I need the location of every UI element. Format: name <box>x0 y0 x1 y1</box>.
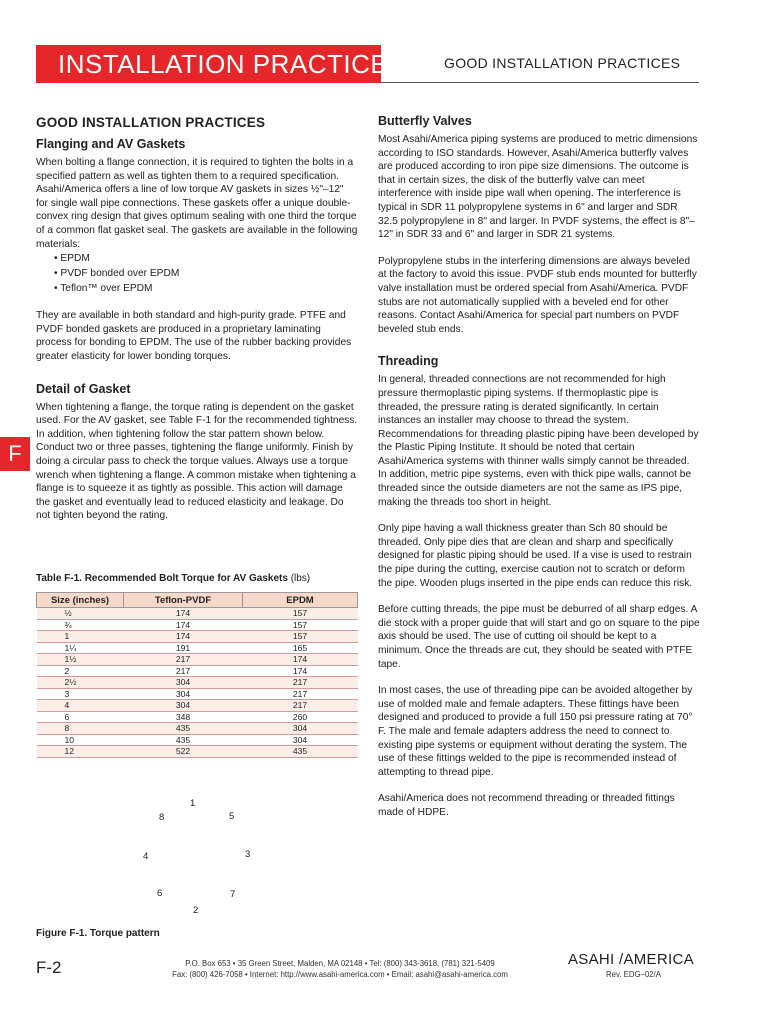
table-cell: 435 <box>124 734 243 746</box>
column-header-teflon-pvdf: Teflon-PVDF <box>124 593 243 608</box>
bolt-label-8: 8 <box>159 812 165 823</box>
table-cell: 304 <box>124 677 243 689</box>
table-row <box>37 723 358 735</box>
threading-paragraph-1: In general, threaded connections are not recommended for high pressure thermoplastic piping systems. If thermoplastic pipe is threaded, the pressure rating is derated significantly. In certain instances an installer may choose to thread the system. Recommendations for threading plastic piping have been developed by the Plastic Piping Institute. It should be noted that certain Asahi/America systems with thinner walls simply cannot be threaded. In addition, metric pipe systems, even with thick pipe walls, cannot be threaded since the outside diameters are not the same as IPS pipe, making the threads too short in height. <box>378 374 699 508</box>
table-title <box>36 573 310 584</box>
revision-label: Rev. EDG–02/A <box>606 970 661 979</box>
threading-paragraph-2: Only pipe having a wall thickness greater than Sch 80 should be threaded. Only pipe dies that are clean and sharp and specifically designed for plastic piping should be used. If a vise is used to restrain the pipe during the cutting, exercise caution not to scratch or deform the pipe. Wooden plugs inserted in the pipe ends can reduce this risk. <box>378 523 693 589</box>
table-cell: 165 <box>243 642 358 654</box>
page-subtitle: GOOD INSTALLATION PRACTICES <box>444 55 681 71</box>
butterfly-paragraph-1: Most Asahi/America piping systems are produced to metric dimensions according to ISO standards. However, Asahi/America butterfly valves are produced according to iron pipe size dimensions. The outcome is that in certain sizes, the disk of the butterfly valve can meet interference with inside pipe wall when opening. The interference is typical in SDR 11 polypropylene systems in 6" and larger and SDR 32.5 polypropylene in 8" and larger. In PVDF systems, the effect is 8"–12" in SDR 33 and 6" and larger in SDR 21 systems. <box>378 134 698 241</box>
flanging-paragraph-2: They are available in both standard and high-purity grade. PTFE and PVDF bonded gaskets are produced in a proprietary laminating process for bonding to EPDM. The use of the rubber backing provides greater elasticity for lower bonding torques. <box>36 310 352 362</box>
table-cell: 2 <box>37 665 124 677</box>
table-title-text: Table F-1. Recommended Bolt Torque for AV Gaskets <box>36 573 288 584</box>
section-title: GOOD INSTALLATION PRACTICES <box>36 115 266 130</box>
table-cell: ¾ <box>37 619 124 631</box>
table-row <box>37 746 358 758</box>
list-item: • EPDM <box>54 251 358 266</box>
table-row <box>37 608 358 620</box>
table-row <box>37 711 358 723</box>
table-header-row <box>37 593 358 608</box>
page-title: INSTALLATION PRACTICES <box>58 49 407 79</box>
footer-contact <box>130 958 550 980</box>
table-cell: 217 <box>124 654 243 666</box>
table-row <box>37 665 358 677</box>
table-cell: 304 <box>243 734 358 746</box>
table-cell: 217 <box>243 688 358 700</box>
materials-list <box>54 251 358 296</box>
table-row <box>37 677 358 689</box>
page-number: F-2 <box>36 958 62 977</box>
table-cell: 174 <box>124 608 243 620</box>
bolt-label-6: 6 <box>157 888 163 899</box>
threading-heading: Threading <box>378 354 439 369</box>
table-cell: 217 <box>243 677 358 689</box>
table-cell: 10 <box>37 734 124 746</box>
table-cell: 8 <box>37 723 124 735</box>
flanging-paragraph-1: When bolting a flange connection, it is required to tighten the bolts in a specified pattern as well as tighten them to a required specification. Asahi/America offers a line of low torque AV gaskets in sizes ½"–12" for single wall pipe connections. These gaskets offer a unique double-convex ring design that gives optimum sealing with one third the torque of a common flat gasket seal. The gaskets are available in the following materials: <box>36 157 358 250</box>
torque-pattern-figure <box>130 792 270 922</box>
table-cell: 304 <box>124 688 243 700</box>
table-cell: 191 <box>124 642 243 654</box>
table-cell: 1 <box>37 631 124 643</box>
table-cell: 3 <box>37 688 124 700</box>
list-item: • Teflon™ over EPDM <box>54 281 358 296</box>
table-row <box>37 688 358 700</box>
table-cell: 260 <box>243 711 358 723</box>
section-tab: F <box>0 437 30 471</box>
right-column <box>378 112 700 820</box>
table-cell: 174 <box>124 631 243 643</box>
table-cell: 4 <box>37 700 124 712</box>
threading-paragraph-4: In most cases, the use of threading pipe can be avoided altogether by use of molded male and female adapters. These fittings have been designed and produced to provide a full 150 psi pressure rating at 70° F. The male and female adapters address the need to connect to existing pipe systems or equipment without derating the system. The use of these fittings welded to the pipe is recommended instead of attempting to thread pipe. <box>378 685 693 778</box>
table-row <box>37 631 358 643</box>
footer-web-contact: Fax: (800) 426-7058 • Internet: http://www.asahi-america.com • Email: asahi@asahi-america.com <box>172 970 508 979</box>
table-cell: 348 <box>124 711 243 723</box>
bolt-label-3: 3 <box>245 849 251 860</box>
table-cell: 304 <box>243 723 358 735</box>
threading-paragraph-5: Asahi/America does not recommend threading or threaded fittings made of HDPE. <box>378 793 675 818</box>
column-header-epdm: EPDM <box>243 593 358 608</box>
table-cell: 174 <box>243 665 358 677</box>
table-unit: (lbs) <box>290 573 311 584</box>
table-cell: 174 <box>243 654 358 666</box>
bolt-label-1: 1 <box>190 798 196 809</box>
table-cell: 12 <box>37 746 124 758</box>
header-divider <box>381 82 699 83</box>
brand-name: ASAHI /AMERICA <box>568 951 694 968</box>
table-cell: 6 <box>37 711 124 723</box>
table-row <box>37 734 358 746</box>
table-row <box>37 619 358 631</box>
table-cell: 435 <box>243 746 358 758</box>
butterfly-heading: Butterfly Valves <box>378 114 472 128</box>
footer-address: P.O. Box 653 • 35 Green Street, Malden, MA 02148 • Tel: (800) 343-3618, (781) 321-5409 <box>185 959 495 968</box>
table-cell: 435 <box>124 723 243 735</box>
table-cell: 304 <box>124 700 243 712</box>
figure-caption: Figure F-1. Torque pattern <box>36 928 160 939</box>
torque-table <box>36 592 358 758</box>
column-header-size: Size (inches) <box>37 593 124 608</box>
left-column <box>36 115 358 523</box>
table-cell: 157 <box>243 631 358 643</box>
table-cell: 1¼ <box>37 642 124 654</box>
table-cell: 217 <box>243 700 358 712</box>
detail-paragraph: When tightening a flange, the torque rating is dependent on the gasket used. For the AV gasket, see Table F-1 for the recommended tightness. In addition, when tightening follow the star pattern shown below. Conduct two or three passes, tightening the flange uniformly. Finish by doing a circular pass to check the torque values. Always use a torque wrench when tightening a flange. A common mistake when tightening a flange is to squeeze it as tightly as possible. This action will damage the gasket and eventually lead to reduced elasticity and leakage. Do not tighten beyond the rating. <box>36 401 358 522</box>
table-cell: 522 <box>124 746 243 758</box>
table-cell: 217 <box>124 665 243 677</box>
threading-paragraph-3: Before cutting threads, the pipe must be deburred of all sharp edges. A die stock with a proper guide that will start and go on square to the pipe axis should be used. The use of cutting oil should be kept to a minimum. Once the threads are cut, they should be seated with PTFE tape. <box>378 604 700 670</box>
bolt-label-2: 2 <box>193 905 199 916</box>
table-cell: 2½ <box>37 677 124 689</box>
bolt-label-4: 4 <box>143 851 149 862</box>
bolt-label-5: 5 <box>229 811 235 822</box>
detail-heading: Detail of Gasket <box>36 381 131 396</box>
table-row <box>37 654 358 666</box>
table-cell: 1½ <box>37 654 124 666</box>
flanging-heading: Flanging and AV Gaskets <box>36 137 186 151</box>
table-cell: 157 <box>243 619 358 631</box>
table-cell: 174 <box>124 619 243 631</box>
table-cell: 157 <box>243 608 358 620</box>
list-item: • PVDF bonded over EPDM <box>54 266 358 281</box>
table-cell: ½ <box>37 608 124 620</box>
table-row <box>37 700 358 712</box>
table-row <box>37 642 358 654</box>
butterfly-paragraph-2: Polypropylene stubs in the interfering dimensions are always beveled at the factory to avoid this issue. PVDF stub ends mounted for butterfly valve installation must be ordered special from Asahi/America. PVDF stubs are not automatically supplied with a beveled end for other reasons. Contact Asahi/America for special part numbers on PVDF beveled stub ends. <box>378 255 697 335</box>
bolt-label-7: 7 <box>230 889 236 900</box>
